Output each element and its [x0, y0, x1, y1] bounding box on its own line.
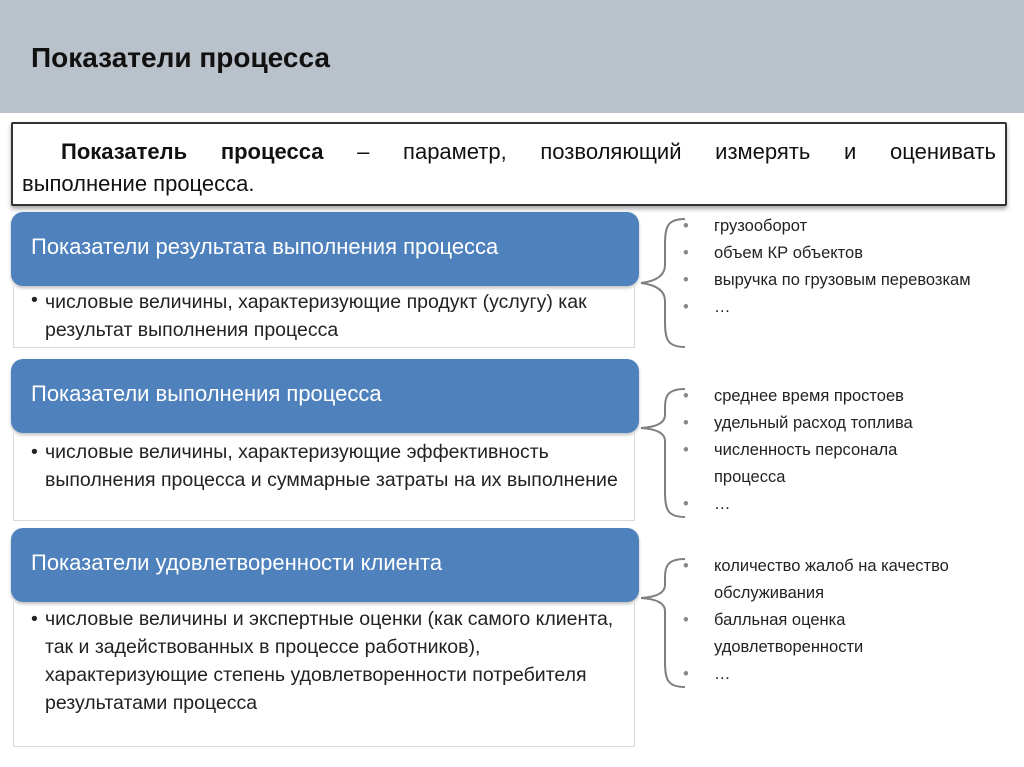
- bullet-icon: •: [683, 244, 689, 262]
- section-description: числовые величины, характеризующие эффективность выполнения процесса и суммарные затраты на их выполнение: [45, 441, 618, 491]
- bullet-icon: •: [683, 441, 689, 459]
- list-item: • …: [679, 491, 1009, 518]
- bullet-icon: •: [683, 217, 689, 235]
- definition-text: – параметр, позволяющий измерять и оценивать: [323, 139, 996, 164]
- list-item: • балльная оценка удовлетворенности: [679, 607, 944, 661]
- definition-line-1: [61, 136, 996, 168]
- definition-box: [11, 122, 1007, 206]
- bullet-icon: •: [31, 441, 38, 463]
- bullet-icon: •: [683, 387, 689, 405]
- title-bar: [0, 0, 1024, 113]
- section-heading-result: [11, 212, 639, 286]
- definition-line-2: выполнение процесса.: [22, 171, 255, 196]
- bullet-icon: •: [683, 414, 689, 432]
- examples-list-result: [679, 213, 1009, 321]
- bullet-icon: •: [683, 495, 689, 513]
- bullet-icon: •: [683, 271, 689, 289]
- section-heading-label: Показатели выполнения процесса: [31, 381, 382, 406]
- bullet-icon: •: [683, 298, 689, 316]
- list-item: • грузооборот: [679, 213, 1009, 240]
- list-item: • количество жалоб на качество обслуживания: [679, 553, 989, 607]
- list-item: • численность персонала процесса: [679, 437, 964, 491]
- bullet-icon: •: [683, 665, 689, 683]
- bullet-icon: •: [31, 608, 38, 630]
- section-heading-label: Показатели удовлетворенности клиента: [31, 550, 443, 575]
- page-title: Показатели процесса: [31, 42, 330, 73]
- list-item: • …: [679, 661, 1009, 688]
- examples-list-satisfaction: [679, 553, 1009, 688]
- section-heading-label: Показатели результата выполнения процесса: [31, 234, 499, 259]
- section-body-satisfaction: [13, 602, 635, 747]
- list-item: • …: [679, 294, 1009, 321]
- section-body-performance: [13, 433, 635, 521]
- list-item: • выручка по грузовым перевозкам: [679, 267, 974, 294]
- section-body-result: [13, 286, 635, 348]
- section-description: числовые величины и экспертные оценки (как самого клиента, так и задействованных в процессе работников), характеризующие степень удовлетворенности потребителя результатами процесса: [45, 608, 614, 714]
- section-heading-satisfaction: [11, 528, 639, 602]
- section-description: числовые величины, характеризующие продукт (услугу) как результат выполнения процесса: [45, 291, 587, 341]
- list-item: • среднее время простоев: [679, 383, 1009, 410]
- examples-list-performance: [679, 383, 1009, 518]
- bullet-icon: •: [683, 611, 689, 629]
- list-item: • объем КР объектов: [679, 240, 1009, 267]
- definition-term: Показатель процесса: [61, 139, 324, 164]
- list-item: • удельный расход топлива: [679, 410, 1009, 437]
- section-heading-performance: [11, 359, 639, 433]
- bullet-icon: •: [683, 557, 689, 575]
- bullet-icon: •: [31, 289, 38, 311]
